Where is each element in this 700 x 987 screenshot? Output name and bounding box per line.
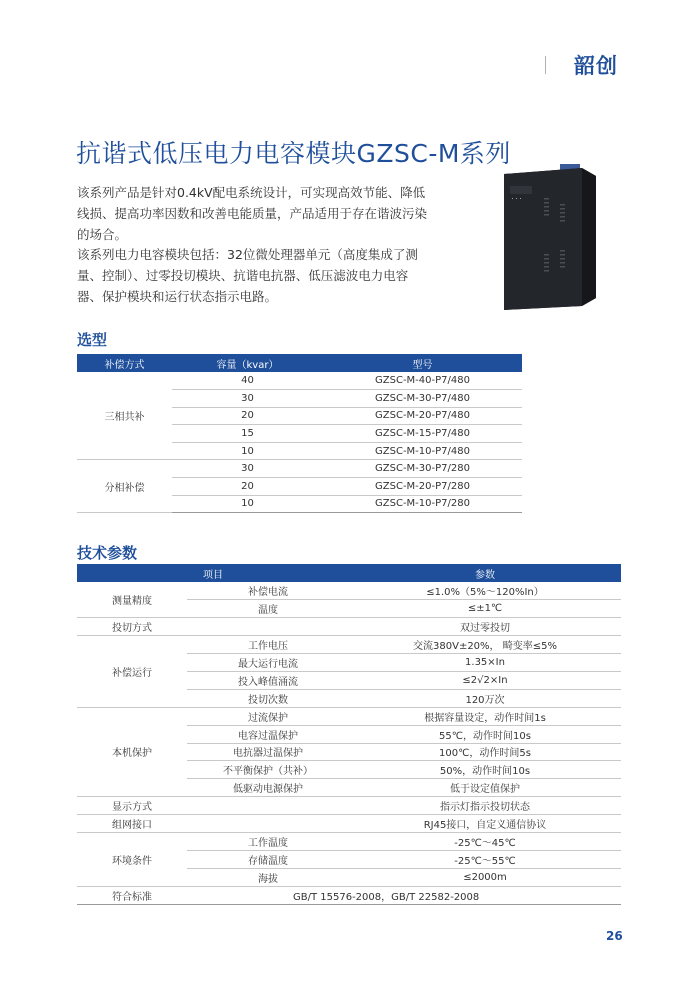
selection-header-model: 型号	[323, 354, 522, 372]
specs-header-value: 参数	[349, 564, 621, 582]
spec-value-cell: RJ45接口，自定义通信协议	[349, 815, 621, 833]
spec-sub-cell: 投入峰值涌流	[187, 671, 349, 689]
spec-value-cell: 100℃，动作时间5s	[349, 743, 621, 761]
model-cell: GZSC-M-15-P7/480	[323, 425, 522, 443]
spec-value-cell: 根据容量设定，动作时间1s	[349, 707, 621, 725]
intro-paragraph-2: 该系列电力电容模块包括：32位微处理器单元（高度集成了测量、控制）、过零投切模块、抗谐电抗器、低压滤波电力电容器、保护模块和运行状态指示电路。	[77, 247, 418, 304]
model-cell: GZSC-M-30-P7/280	[323, 460, 522, 478]
table-row	[77, 582, 621, 600]
spec-item-cell: 组网接口	[77, 815, 187, 833]
table-row	[77, 815, 621, 833]
table-row	[77, 886, 621, 904]
specs-table	[77, 564, 621, 905]
model-cell: GZSC-M-20-P7/480	[323, 407, 522, 425]
spec-value-cell: 55℃，动作时间10s	[349, 725, 621, 743]
specs-header-item: 项目	[77, 564, 349, 582]
spec-value-cell: 120万次	[349, 689, 621, 707]
product-image	[496, 164, 598, 310]
capacity-cell: 20	[172, 478, 323, 496]
spec-value-cell: ≤2√2×In	[349, 671, 621, 689]
spec-value-cell: -25℃～55℃	[349, 850, 621, 868]
table-row	[77, 618, 621, 636]
capacity-cell: 10	[172, 442, 323, 460]
spec-sub-cell: 补偿电流	[187, 582, 349, 600]
spec-sub-cell: 投切次数	[187, 689, 349, 707]
spec-item-cell: 测量精度	[77, 582, 187, 618]
brand-logo-text: 韶创	[574, 54, 618, 78]
model-cell: GZSC-M-30-P7/480	[323, 390, 522, 408]
spec-sub-cell	[187, 815, 349, 833]
specs-heading: 技术参数	[77, 544, 138, 562]
spec-value-cell: ≤2000m	[349, 868, 621, 886]
spec-sub-cell: 电容过温保护	[187, 725, 349, 743]
capacity-cell: 30	[172, 390, 323, 408]
model-cell: GZSC-M-40-P7/480	[323, 372, 522, 390]
capacity-cell: 10	[172, 495, 323, 513]
spec-sub-cell: 工作温度	[187, 832, 349, 850]
spec-sub-cell: 电抗器过温保护	[187, 743, 349, 761]
spec-item-cell: 投切方式	[77, 618, 187, 636]
selection-header-capacity: 容量（kvar）	[172, 354, 323, 372]
selection-mode-cell: 分相补偿	[77, 460, 172, 513]
spec-sub-cell: 存储温度	[187, 850, 349, 868]
capacity-cell: 30	[172, 460, 323, 478]
page-number: 26	[606, 929, 623, 943]
model-cell: GZSC-M-10-P7/280	[323, 495, 522, 513]
intro-paragraph-1: 该系列产品是针对0.4kV配电系统设计，可实现高效节能、降低线损、提高功率因数和改善电能质量，产品适用于存在谐波污染的场合。	[77, 185, 428, 242]
spec-sub-cell: 低驱动电源保护	[187, 779, 349, 797]
brand-divider	[545, 56, 546, 74]
table-row	[77, 797, 621, 815]
spec-value-cell: 50%，动作时间10s	[349, 761, 621, 779]
page-title: 抗谐式低压电力电容模块GZSC-M系列	[76, 139, 511, 168]
spec-value-cell: ≤±1℃	[349, 600, 621, 618]
model-cell: GZSC-M-20-P7/280	[323, 478, 522, 496]
capacity-cell: 40	[172, 372, 323, 390]
table-row	[77, 372, 522, 390]
spec-value-cell: 交流380V±20%， 畸变率≤5%	[349, 636, 621, 654]
table-row	[77, 636, 621, 654]
spec-item-cell: 显示方式	[77, 797, 187, 815]
table-row	[77, 707, 621, 725]
spec-sub-cell: 最大运行电流	[187, 654, 349, 672]
selection-heading: 选型	[77, 331, 108, 349]
table-row	[77, 832, 621, 850]
selection-mode-cell: 三相共补	[77, 372, 172, 460]
spec-standard-value: GB/T 15576-2008，GB/T 22582-2008	[187, 886, 621, 904]
spec-item-cell: 本机保护	[77, 707, 187, 796]
spec-value-cell: 双过零投切	[349, 618, 621, 636]
capacity-cell: 15	[172, 425, 323, 443]
spec-value-cell: 1.35×In	[349, 654, 621, 672]
spec-sub-cell: 工作电压	[187, 636, 349, 654]
spec-value-cell: -25℃～45℃	[349, 832, 621, 850]
spec-sub-cell: 海拔	[187, 868, 349, 886]
selection-header-mode: 补偿方式	[77, 354, 172, 372]
spec-sub-cell: 不平衡保护（共补）	[187, 761, 349, 779]
spec-sub-cell: 过流保护	[187, 707, 349, 725]
capacity-cell: 20	[172, 407, 323, 425]
spec-sub-cell	[187, 797, 349, 815]
spec-sub-cell	[187, 618, 349, 636]
spec-item-cell: 符合标准	[77, 886, 187, 904]
selection-table	[77, 354, 522, 513]
spec-value-cell: 指示灯指示投切状态	[349, 797, 621, 815]
model-cell: GZSC-M-10-P7/480	[323, 442, 522, 460]
spec-item-cell: 补偿运行	[77, 636, 187, 708]
spec-item-cell: 环境条件	[77, 832, 187, 886]
spec-sub-cell: 温度	[187, 600, 349, 618]
spec-value-cell: ≤1.0%（5%～120%In）	[349, 582, 621, 600]
spec-value-cell: 低于设定值保护	[349, 779, 621, 797]
table-row	[77, 460, 522, 478]
